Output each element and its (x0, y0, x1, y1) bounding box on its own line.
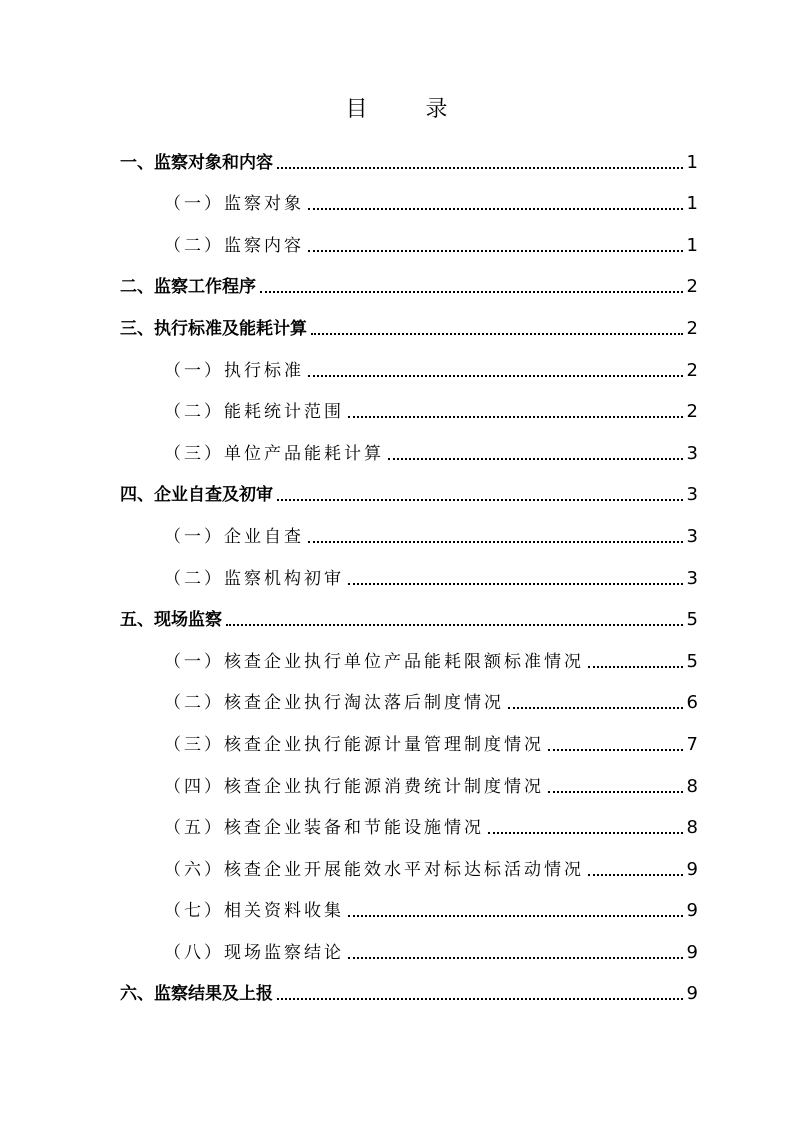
toc-entry-label: （一）执行标准 (164, 360, 304, 381)
toc-page-number: 1 (686, 234, 698, 256)
toc-dot-leader (308, 208, 683, 210)
toc-dot-leader (548, 791, 683, 793)
toc-dot-leader (308, 250, 683, 252)
toc-page-number: 1 (686, 193, 698, 215)
toc-entry-label: 一、监察对象和内容 (120, 152, 273, 173)
toc-dot-leader (488, 832, 683, 834)
toc-section-entry[interactable] (120, 304, 698, 346)
toc-dot-leader (226, 624, 683, 626)
toc-dot-leader (308, 375, 683, 377)
toc-page-number: 2 (686, 317, 698, 339)
toc-subsection-entry[interactable] (120, 720, 698, 762)
toc-entry-label: 六、监察结果及上报 (120, 984, 273, 1005)
toc-subsection-entry[interactable] (120, 679, 698, 721)
toc-page-number: 1 (686, 151, 698, 173)
toc-page-number: 9 (686, 900, 698, 922)
toc-subsection-entry[interactable] (120, 554, 698, 596)
toc-page-number: 2 (686, 401, 698, 423)
toc-dot-leader (277, 998, 683, 1000)
toc-entry-label: （二）监察内容 (164, 235, 304, 256)
toc-entry-label: 五、现场监察 (120, 610, 222, 631)
toc-subsection-entry[interactable] (120, 804, 698, 846)
table-of-contents (120, 138, 698, 1011)
toc-page-number: 2 (686, 359, 698, 381)
toc-page-number: 6 (686, 692, 698, 714)
toc-page-number: 7 (686, 733, 698, 755)
toc-page-number: 5 (686, 609, 698, 631)
toc-subsection-entry[interactable] (120, 887, 698, 929)
toc-entry-label: 四、企业自查及初审 (120, 485, 273, 506)
toc-entry-label: （一）监察对象 (164, 194, 304, 215)
toc-dot-leader (311, 333, 683, 335)
toc-entry-label: （一）核查企业执行单位产品能耗限额标准情况 (164, 651, 584, 672)
toc-page-number: 3 (686, 484, 698, 506)
toc-subsection-entry[interactable] (120, 512, 698, 554)
toc-dot-leader (260, 291, 683, 293)
toc-page-number: 2 (686, 276, 698, 298)
toc-dot-leader (277, 499, 683, 501)
toc-section-entry[interactable] (120, 970, 698, 1012)
toc-entry-label: （二）核查企业执行淘汰落后制度情况 (164, 693, 504, 714)
toc-entry-label: （六）核查企业开展能效水平对标达标活动情况 (164, 859, 584, 880)
toc-subsection-entry[interactable] (120, 762, 698, 804)
toc-dot-leader (308, 541, 683, 543)
page-title: 目 录 (345, 97, 466, 122)
toc-dot-leader (588, 874, 683, 876)
toc-dot-leader (588, 666, 683, 668)
toc-page-number: 3 (686, 567, 698, 589)
toc-page-number: 3 (686, 525, 698, 547)
toc-section-entry[interactable] (120, 263, 698, 305)
toc-subsection-entry[interactable] (120, 429, 698, 471)
toc-subsection-entry[interactable] (120, 221, 698, 263)
toc-entry-label: （八）现场监察结论 (164, 942, 344, 963)
toc-page-number: 5 (686, 650, 698, 672)
toc-entry-label: （一）企业自查 (164, 526, 304, 547)
toc-dot-leader (348, 957, 683, 959)
toc-subsection-entry[interactable] (120, 845, 698, 887)
toc-section-entry[interactable] (120, 138, 698, 180)
toc-entry-label: （三）核查企业执行能源计量管理制度情况 (164, 734, 544, 755)
toc-page-number: 9 (686, 858, 698, 880)
toc-dot-leader (348, 915, 683, 917)
toc-subsection-entry[interactable] (120, 346, 698, 388)
toc-page-number: 9 (686, 983, 698, 1005)
toc-page-number: 3 (686, 442, 698, 464)
toc-entry-label: （三）单位产品能耗计算 (164, 443, 384, 464)
toc-page-number: 8 (686, 775, 698, 797)
toc-entry-label: 二、监察工作程序 (120, 277, 256, 298)
toc-section-entry[interactable] (120, 471, 698, 513)
toc-dot-leader (388, 458, 683, 460)
toc-entry-label: （二）能耗统计范围 (164, 402, 344, 423)
toc-dot-leader (548, 749, 683, 751)
toc-page-number: 9 (686, 941, 698, 963)
toc-entry-label: （二）监察机构初审 (164, 568, 344, 589)
toc-subsection-entry[interactable] (120, 928, 698, 970)
toc-subsection-entry[interactable] (120, 388, 698, 430)
toc-page-number: 8 (686, 817, 698, 839)
toc-dot-leader (277, 167, 683, 169)
toc-dot-leader (348, 583, 683, 585)
toc-entry-label: （五）核查企业装备和节能设施情况 (164, 818, 484, 839)
toc-dot-leader (508, 707, 683, 709)
toc-section-entry[interactable] (120, 596, 698, 638)
toc-subsection-entry[interactable] (120, 180, 698, 222)
toc-dot-leader (348, 416, 683, 418)
toc-entry-label: （四）核查企业执行能源消费统计制度情况 (164, 776, 544, 797)
toc-entry-label: （七）相关资料收集 (164, 901, 344, 922)
toc-subsection-entry[interactable] (120, 637, 698, 679)
toc-entry-label: 三、执行标准及能耗计算 (120, 318, 307, 339)
